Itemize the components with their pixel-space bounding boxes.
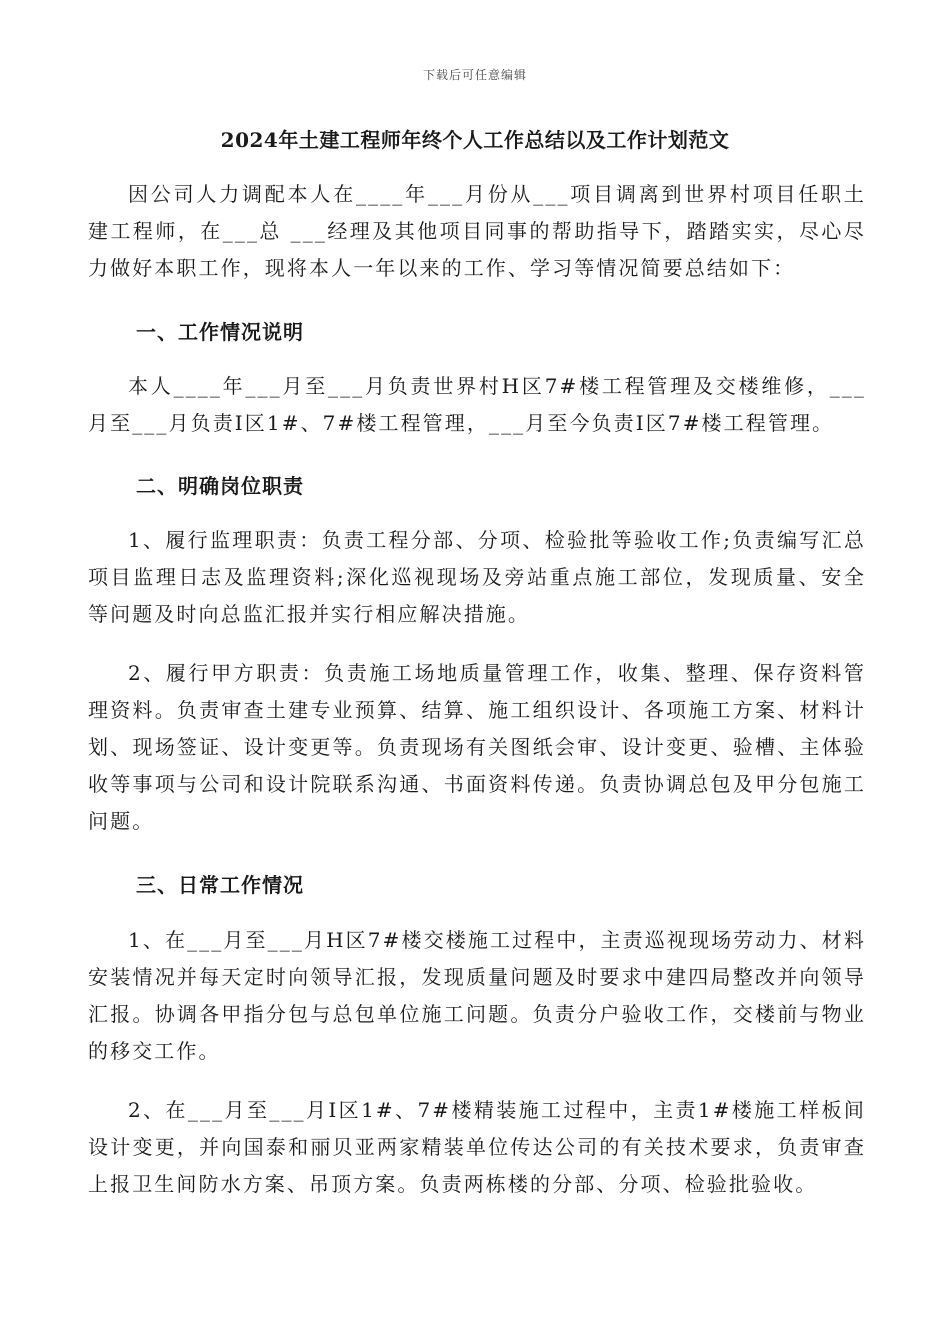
section-1-paragraph-1: 本人____年___月至___月负责世界村H区7#楼工程管理及交楼维修，___月至___月负责I区1#、7#楼工程管理，___月至今负责I区7#楼工程管理。 xyxy=(88,374,866,435)
intro-paragraph: 因公司人力调配本人在____年___月份从___项目调离到世界村项目任职土建工程师，在___总 ___经理及其他项目同事的帮助指导下，踏踏实实，尽心尽力做好本职工作，现将本人一年以来的工作、学习等情况简要总结如下： xyxy=(88,182,866,280)
section-1-heading: 一、工作情况说明 xyxy=(136,320,304,344)
section-2-heading: 二、明确岗位职责 xyxy=(136,474,304,498)
section-3-paragraph-1: 1、在___月至___月H区7#楼交楼施工过程中，主责巡视现场劳动力、材料安装情况并每天定时向领导汇报，发现质量问题及时要求中建四局整改并向领导汇报。协调各甲指分包与总包单位施工问题。负责分户验收工作，交楼前与物业的移交工作。 xyxy=(88,928,866,1063)
section-2-paragraph-2: 2、履行甲方职责：负责施工场地质量管理工作，收集、整理、保存资料管理资料。负责审查土建专业预算、结算、施工组织设计、各项施工方案、材料计划、现场签证、设计变更等。负责现场有关图纸会审、设计变更、验槽、主体验收等事项与公司和设计院联系沟通、书面资料传递。负责协调总包及甲分包施工问题。 xyxy=(88,661,866,833)
section-2-paragraph-1: 1、履行监理职责：负责工程分部、分项、检验批等验收工作;负责编写汇总项目监理日志及监理资料;深化巡视现场及旁站重点施工部位，发现质量、安全等问题及时向总监汇报并实行相应解决措施。 xyxy=(88,528,866,626)
document-title: 2024年土建工程师年终个人工作总结以及工作计划范文 xyxy=(220,128,730,152)
section-3-heading: 三、日常工作情况 xyxy=(136,873,304,897)
section-3-paragraph-2: 2、在___月至___月I区1#、7#楼精装施工过程中，主责1#楼施工样板间设计变更，并向国泰和丽贝亚两家精装单位传达公司的有关技术要求，负责审查上报卫生间防水方案、吊顶方案。负责两栋楼的分部、分项、检验批验收。 xyxy=(88,1098,866,1196)
header-note: 下载后可任意编辑 xyxy=(422,68,527,82)
